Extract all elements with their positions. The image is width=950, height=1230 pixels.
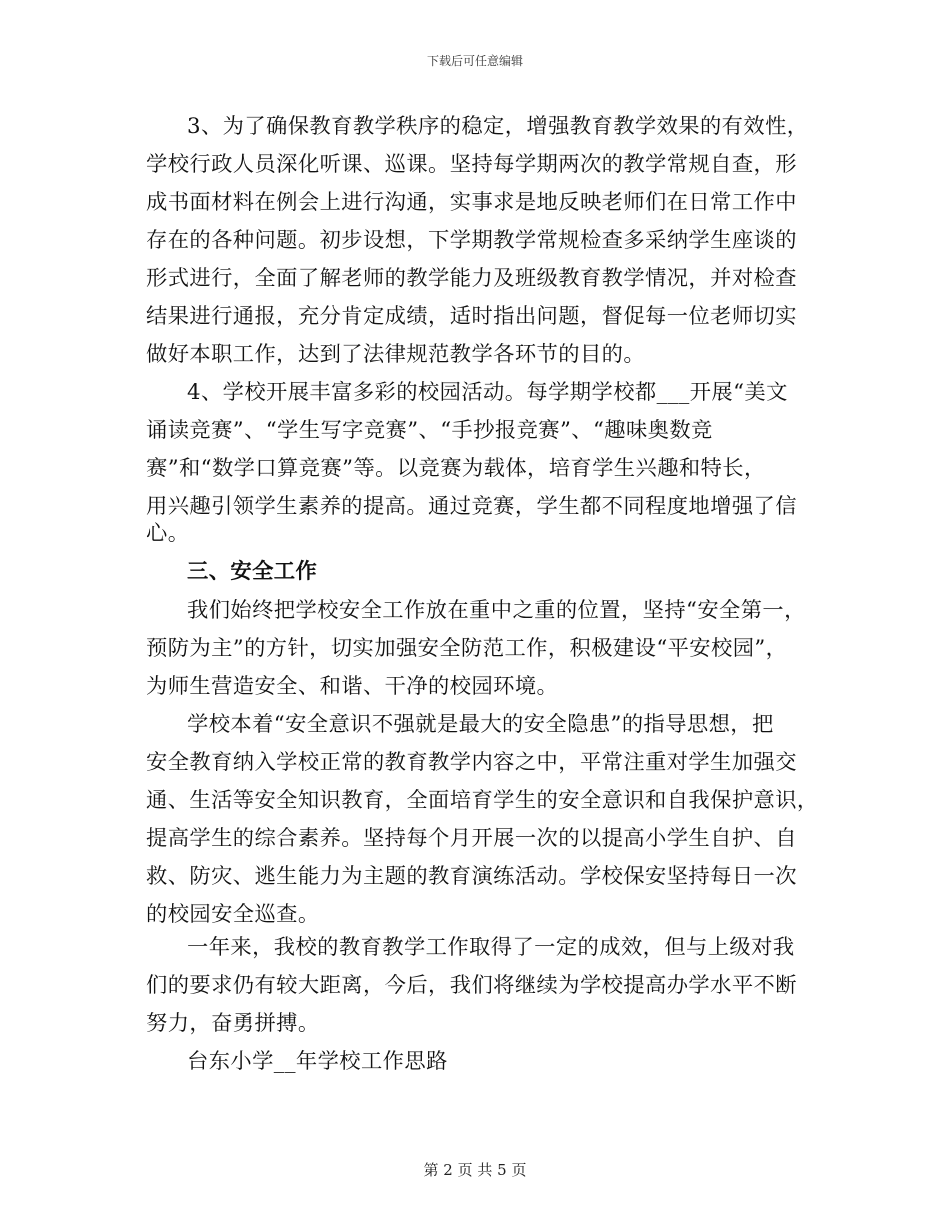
paragraph-line: 努力，奋勇拼搏。 [146, 1011, 320, 1036]
paragraph-line: 结果进行通报，充分肯定成绩，适时指出问题，督促每一位老师切实 [146, 304, 797, 329]
page-header: 下载后可任意编辑 [426, 54, 523, 68]
paragraph-line: 救、防灾、逃生能力为主题的教育演练活动。学校保安坚持每日一次 [146, 864, 797, 889]
paragraph-line: 们的要求仍有较大距离，今后，我们将继续为学校提高办学水平不断 [146, 973, 797, 998]
paragraph-line: 诵读竞赛”、“学生写字竞赛”、“手抄报竞赛”、“趣味奥数竞 [146, 418, 713, 443]
section-heading: 三、安全工作 [187, 559, 318, 584]
paragraph-line: 一年来，我校的教育教学工作取得了一定的成效，但与上级对我 [187, 935, 795, 960]
paragraph-line: 预防为主”的方针，切实加强安全防范工作，积极建设“平安校园”， [146, 636, 788, 661]
paragraph-line: 通、生活等安全知识教育，全面培育学生的安全意识和自我保护意识， [146, 788, 819, 813]
paragraph-line: 4、学校开展丰富多彩的校园活动。每学期学校都___开展“美文 [187, 380, 788, 405]
paragraph-line: 为师生营造安全、和谐、干净的校园环境。 [146, 674, 559, 699]
page-footer: 第 2 页 共 5 页 [423, 1161, 527, 1179]
paragraph-line: 学校行政人员深化听课、巡课。坚持每学期两次的教学常规自查，形 [146, 152, 797, 177]
paragraph-line: 我们始终把学校安全工作放在重中之重的位置，坚持“安全第一， [187, 598, 806, 623]
paragraph-line: 3、为了确保教育教学秩序的稳定，增强教育教学效果的有效性， [187, 114, 809, 139]
paragraph-line: 成书面材料在例会上进行沟通，实事求是地反映老师们在日常工作中 [146, 190, 797, 215]
paragraph-line: 的校园安全巡查。 [146, 902, 320, 927]
paragraph-line: 形式进行，全面了解老师的教学能力及班级教育教学情况，并对检查 [146, 266, 797, 291]
paragraph-line: 心。 [146, 521, 190, 546]
paragraph-line: 存在的各种问题。初步设想，下学期教学常规检查多采纳学生座谈的 [146, 228, 797, 253]
paragraph-line: 做好本职工作，达到了法律规范教学各环节的目的。 [146, 342, 646, 367]
paragraph-line: 安全教育纳入学校正常的教育教学内容之中，平常注重对学生加强交 [146, 750, 797, 775]
paragraph-line: 提高学生的综合素养。坚持每个月开展一次的以提高小学生自护、自 [146, 826, 797, 851]
paragraph-line: 赛”和“数学口算竞赛”等。以竞赛为载体，培育学生兴趣和特长， [146, 456, 766, 481]
paragraph-line: 台东小学__年学校工作思路 [187, 1049, 448, 1074]
paragraph-line: 学校本着“安全意识不强就是最大的安全隐患”的指导思想，把 [187, 712, 774, 737]
paragraph-line: 用兴趣引领学生素养的提高。通过竞赛，学生都不同程度地增强了信 [146, 494, 797, 519]
